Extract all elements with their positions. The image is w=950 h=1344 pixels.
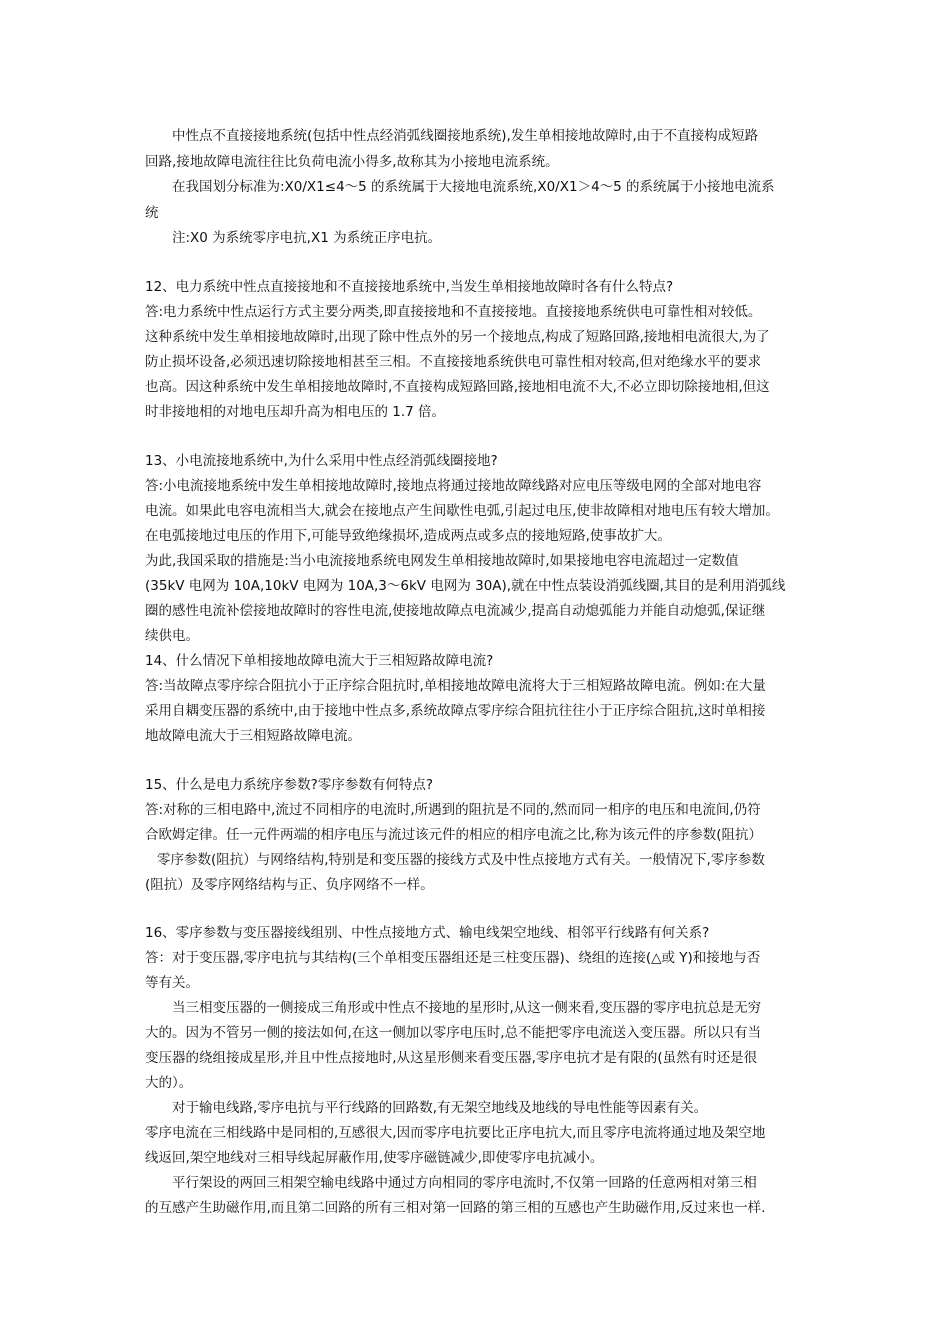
- paragraph-line: 答:小电流接地系统中发生单相接地故障时,接地点将通过接地故障线路对应电压等级电网的全部对地电容: [145, 478, 762, 494]
- paragraph-line: 地故障电流大于三相短路故障电流。: [145, 728, 361, 744]
- paragraph-line: 线返回,架空地线对三相导线起屏蔽作用,使零序磁链减少,即使零序电抗减小。: [145, 1150, 604, 1166]
- paragraph-line: 大的）。: [145, 1075, 193, 1091]
- paragraph-line: 这种系统中发生单相接地故障时,出现了除中性点外的另一个接地点,构成了短路回路,接地相电流很大,为了: [145, 329, 770, 345]
- question-heading: 15、什么是电力系统序参数?零序参数有何特点?: [145, 777, 434, 793]
- paragraph-line: 统: [145, 205, 159, 221]
- paragraph-line: 电流。如果此电容电流相当大,就会在接地点产生间歇性电弧,引起过电压,使非故障相对地电压有较大增加。: [145, 503, 779, 519]
- paragraph-line: 答:对称的三相电路中,流过不同相序的电流时,所遇到的阻抗是不同的,然而同一相序的电压和电流间,仍符: [145, 802, 761, 818]
- question-heading: 16、零序参数与变压器接线组别、中性点接地方式、输电线架空地线、相邻平行线路有何关系?: [145, 925, 710, 941]
- paragraph-line: 防止损坏设备,必须迅速切除接地相甚至三相。不直接接地系统供电可靠性相对较高,但对绝缘水平的要求: [145, 354, 762, 370]
- paragraph-line: 回路,接地故障电流往往比负荷电流小得多,故称其为小接地电流系统。: [145, 154, 559, 170]
- paragraph-line: (阻抗）及零序网络结构与正、负序网络不一样。: [145, 877, 434, 893]
- paragraph-line: 合欧姆定律。任一元件两端的相序电压与流过该元件的相应的相序电流之比,称为该元件的序参数(阻抗）: [145, 827, 763, 843]
- paragraph-line: 当三相变压器的一侧接成三角形或中性点不接地的星形时,从这一侧来看,变压器的零序电抗总是无穷: [172, 1000, 762, 1016]
- paragraph-line: 答：对于变压器,零序电抗与其结构(三个单相变压器组还是三柱变压器)、绕组的连接(△或 Y)和接地与否: [145, 950, 761, 966]
- paragraph-line: 答:当故障点零序综合阻抗小于正序综合阻抗时,单相接地故障电流将大于三相短路故障电流。例如:在大量: [145, 678, 766, 694]
- paragraph-line: 在电弧接地过电压的作用下,可能导致绝缘损坏,造成两点或多点的接地短路,使事故扩大。: [145, 528, 671, 544]
- paragraph-line: (35kV 电网为 10A,10kV 电网为 10A,3～6kV 电网为 30A),就在中性点装设消弧线圈,其目的是利用消弧线: [145, 578, 786, 594]
- paragraph-line: 采用自耦变压器的系统中,由于接地中性点多,系统故障点零序综合阻抗往往小于正序综合阻抗,这时单相接: [145, 703, 766, 719]
- paragraph-line: 为此,我国采取的措施是:当小电流接地系统电网发生单相接地故障时,如果接地电容电流超过一定数值: [145, 553, 739, 569]
- paragraph-line: 时非接地相的对地电压却升高为相电压的 1.7 倍。: [145, 404, 446, 420]
- paragraph-line: 等有关。: [145, 975, 199, 991]
- question-heading: 12、电力系统中性点直接接地和不直接接地系统中,当发生单相接地故障时各有什么特点?: [145, 279, 674, 295]
- paragraph-line: 平行架设的两回三相架空输电线路中通过方向相同的零序电流时,不仅第一回路的任意两相对第三相: [172, 1175, 757, 1191]
- paragraph-line: 也高。因这种系统中发生单相接地故障时,不直接构成短路回路,接地相电流不大,不必立即切除接地相,但这: [145, 379, 770, 395]
- paragraph-line: 续供电。: [145, 628, 199, 644]
- paragraph-line: 的互感产生助磁作用,而且第二回路的所有三相对第一回路的第三相的互感也产生助磁作用,反过来也一样.: [145, 1200, 766, 1216]
- question-heading: 13、小电流接地系统中,为什么采用中性点经消弧线圈接地?: [145, 453, 498, 469]
- paragraph-line: 对于输电线路,零序电抗与平行线路的回路数,有无架空地线及地线的导电性能等因素有关。: [172, 1100, 708, 1116]
- paragraph-line: 大的。因为不管另一侧的接法如何,在这一侧加以零序电压时,总不能把零序电流送入变压器。所以只有当: [145, 1025, 762, 1041]
- paragraph-line: 注:X0 为系统零序电抗,X1 为系统正序电抗。: [172, 230, 442, 246]
- paragraph-line: 零序电流在三相线路中是同相的,互感很大,因而零序电抗要比正序电抗大,而且零序电流将通过地及架空地: [145, 1125, 766, 1141]
- paragraph-line: 变压器的绕组接成星形,并且中性点接地时,从这星形侧来看变压器,零序电抗才是有限的(虽然有时还是很: [145, 1050, 758, 1066]
- paragraph-line: 零序参数(阻抗）与网络结构,特别是和变压器的接线方式及中性点接地方式有关。一般情况下,零序参数: [157, 852, 765, 868]
- paragraph-line: 中性点不直接接地系统(包括中性点经消弧线圈接地系统),发生单相接地故障时,由于不直接构成短路: [172, 128, 759, 144]
- paragraph-line: 圈的感性电流补偿接地故障时的容性电流,使接地故障点电流减少,提高自动熄弧能力并能自动熄弧,保证继: [145, 603, 766, 619]
- paragraph-line: 在我国划分标准为:X0/X1≤4～5 的系统属于大接地电流系统,X0/X1＞4～5 的系统属于小接地电流系: [172, 179, 775, 195]
- paragraph-line: 答:电力系统中性点运行方式主要分两类,即直接接地和不直接接地。直接接地系统供电可靠性相对较低。: [145, 304, 762, 320]
- question-heading: 14、什么情况下单相接地故障电流大于三相短路故障电流?: [145, 653, 494, 669]
